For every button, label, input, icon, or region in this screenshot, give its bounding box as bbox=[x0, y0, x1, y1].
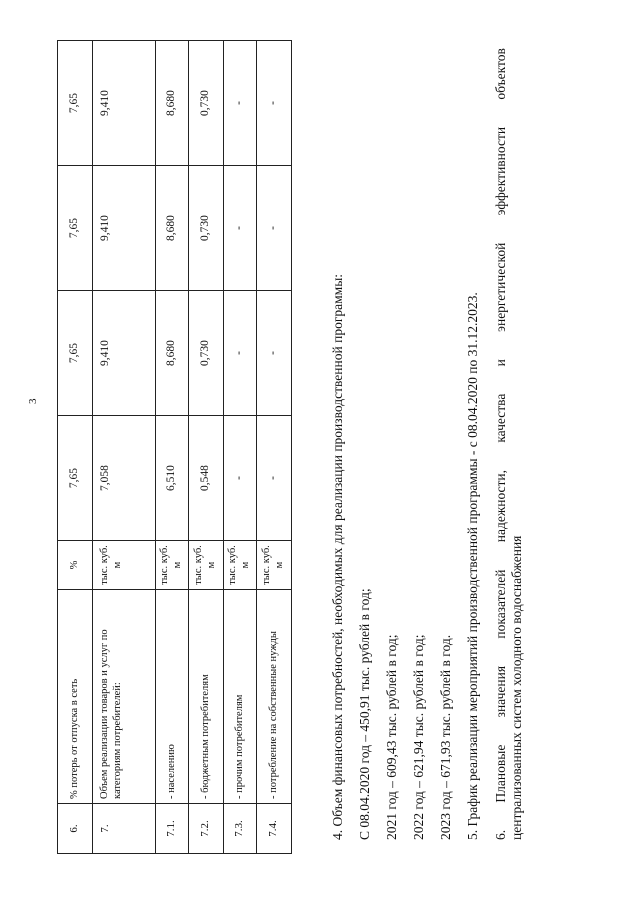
table-row bbox=[156, 41, 189, 854]
row-value: - bbox=[257, 416, 292, 541]
table-row bbox=[224, 41, 257, 854]
row-unit: тыс. куб. м bbox=[93, 541, 156, 590]
heading-word: и bbox=[493, 359, 508, 367]
table-row bbox=[58, 41, 93, 854]
row-label: Объем реализации товаров и услуг по категориям потребителей: bbox=[93, 590, 156, 804]
row-value: 6,510 bbox=[156, 416, 189, 541]
schedule-text: 5. График реализации мероприятий производственной программы - с 08.04.2020 по 31.12.2023. bbox=[465, 292, 480, 840]
row-unit: % bbox=[58, 541, 93, 590]
table-row bbox=[189, 41, 224, 854]
row-value: 9,410 bbox=[93, 41, 156, 166]
row-value: - bbox=[257, 41, 292, 166]
row-value: - bbox=[257, 291, 292, 416]
row-value: 8,680 bbox=[156, 291, 189, 416]
row-unit: тыс. куб. м bbox=[189, 541, 224, 590]
row-value: 8,680 bbox=[156, 166, 189, 291]
row-value: 8,680 bbox=[156, 41, 189, 166]
row-label: - бюджетным потребителям bbox=[189, 590, 224, 804]
table-row bbox=[93, 41, 156, 854]
row-value: 7,058 bbox=[93, 416, 156, 541]
row-value: 7,65 bbox=[58, 416, 93, 541]
row-unit: тыс. куб. м bbox=[156, 541, 189, 590]
row-value: - bbox=[224, 41, 257, 166]
heading-word: 6. bbox=[493, 829, 508, 840]
heading-word: качества bbox=[493, 393, 508, 443]
row-value: 7,65 bbox=[58, 291, 93, 416]
row-value: 7,65 bbox=[58, 41, 93, 166]
heading-word: энергетической bbox=[493, 242, 508, 332]
planned-values-heading bbox=[493, 48, 509, 840]
row-value: - bbox=[224, 166, 257, 291]
row-number: 7.2. bbox=[189, 804, 224, 854]
heading-word: эффективности bbox=[493, 126, 508, 216]
row-value: 9,410 bbox=[93, 291, 156, 416]
financing-2022: 2022 год – 621,94 тыс. рублей в год; bbox=[411, 634, 426, 840]
row-unit: тыс. куб. м bbox=[224, 541, 257, 590]
row-value: - bbox=[257, 166, 292, 291]
row-value: 7,65 bbox=[58, 166, 93, 291]
row-value: 0,730 bbox=[189, 41, 224, 166]
planned-values-heading-cont: централизованных систем холодного водоснабжения bbox=[509, 535, 524, 840]
row-value: 0,730 bbox=[189, 166, 224, 291]
program-text bbox=[330, 48, 525, 840]
row-number: 7.4. bbox=[257, 804, 292, 854]
row-number: 7. bbox=[93, 804, 156, 854]
rotated-page-content bbox=[57, 41, 577, 854]
heading-word: надежности, bbox=[493, 469, 508, 543]
heading-word: Плановые bbox=[493, 744, 508, 803]
table-row bbox=[257, 41, 292, 854]
financing-2020: С 08.04.2020 год – 450,91 тыс. рублей в год; bbox=[357, 588, 372, 840]
financing-2023: 2023 год – 671,93 тыс. рублей в год. bbox=[438, 634, 453, 840]
row-value: 9,410 bbox=[93, 166, 156, 291]
row-label: - потребление на собственные нужды bbox=[257, 590, 292, 804]
row-value: - bbox=[224, 416, 257, 541]
row-number: 7.3. bbox=[224, 804, 257, 854]
financial-needs-heading: 4. Объем финансовых потребностей, необходимых для реализации производственной программы: bbox=[330, 273, 345, 840]
row-label: - прочим потребителям bbox=[224, 590, 257, 804]
row-value: 0,548 bbox=[189, 416, 224, 541]
row-label: % потерь от отпуска в сеть bbox=[58, 590, 93, 804]
heading-word: объектов bbox=[493, 48, 508, 100]
row-label: - населению bbox=[156, 590, 189, 804]
row-number: 7.1. bbox=[156, 804, 189, 854]
row-value: 0,730 bbox=[189, 291, 224, 416]
row-unit: тыс. куб. м bbox=[257, 541, 292, 590]
production-indicators-table bbox=[57, 40, 292, 854]
heading-word: значения bbox=[493, 665, 508, 718]
row-number: 6. bbox=[58, 804, 93, 854]
financing-2021: 2021 год – 609,43 тыс. рублей в год; bbox=[384, 634, 399, 840]
page-number: 3 bbox=[27, 398, 39, 404]
heading-word: показателей bbox=[493, 569, 508, 639]
row-value: - bbox=[224, 291, 257, 416]
